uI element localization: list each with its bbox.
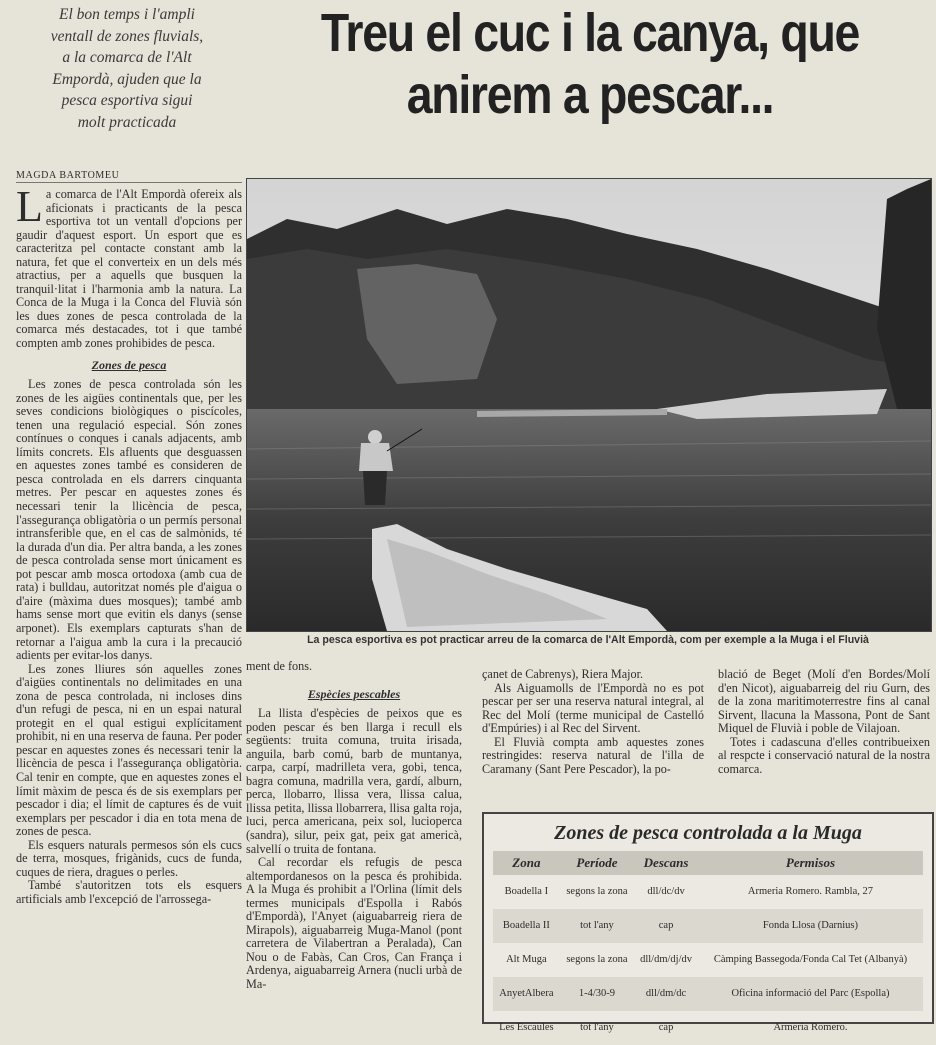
subhead-zones: Zones de pesca [91,357,167,372]
deck-line: molt practicada [77,113,177,131]
river-fishing-photo [246,178,932,632]
paragraph: blació de Beget (Molí d'en Bordes/Molí d'en Nicot), aiguabarreig del riu Gurn, des de la zona maritimoterrestre fins al canal Sirvent, llacuna la Massona, Pont de Sant Miquel de Fluvià i poble de Vilajoan. [718,667,930,736]
headline-line: anirem a pescar... [406,65,774,125]
paragraph: Les zones lliures són aquelles zones d'aigües continentals no delimitades en una zona de pesca controlada, ni incloses dins d'un refugi de pesca, ni en un espai natural protegit en el qual estigui explícitament prohibit, ni en una reserva de fauna. Per poder pescar en aquestes zones és necessari tenir la llicència de pesca i l'assegurança obligatòria. Cal tenir en compte, que en aquestes zones el límit màxim de pesca és de sis exemplars per pescador i dia; el límit de captures és de vuit exemplars per pescador i dia en tota mena de zones de pesca. [16,661,242,839]
column-3 [482,668,704,776]
paragraph: El Fluvià compta amb aquestes zones restringides: reserva natural de l'illa de Caramany (Sant Pere Pescador), la po- [482,734,704,776]
deck-line: a la comarca de l'Alt [62,49,192,66]
cell-periode: segons la zona [566,954,628,965]
paragraph: La llista d'espècies de peixos que es poden pescar és ben llarga i recull els següents: truita comuna, truita irisada, anguila, barb comú, barb de muntanya, carpa, carpí, madrilleta vera, gobi, tenca, bagra comuna, madrilla vera, gardí, alburn, perca, llobarro, llissa vera, llissa calua, llissa petita, llissa llobarrera, llisa galta roja, luci, perca americana, peix sol, lucioperca (sandra), silur, peix gat, peix gat americà, salvellí o truita de fontana. [246,706,462,856]
fishing-zones-table-box [482,812,934,1033]
cell-zona: Boadella I [504,886,549,897]
cell-zona: Les Escaules [499,1022,554,1033]
table-row [493,943,923,977]
column-1 [16,182,242,906]
paragraph: ment de fons. [246,659,313,673]
table-row [493,875,923,909]
byline: MAGDA BARTOMEU [16,170,242,183]
cell-permisos: Càmping Bassegoda/Fonda Cal Tet (Albanyà) [713,954,908,965]
drop-cap: L [16,182,43,231]
cell-permisos: Armeria Romero. Rambla, 27 [747,886,874,897]
cell-descans: dll/dm/dc [634,977,698,1011]
table-row [493,977,923,1011]
paragraph: Totes i cadascuna d'elles contribueixen al respcte i conservació natural de la nostra comarca. [718,734,930,776]
cell-permisos: Armeria Romero. [773,1022,848,1033]
headline [298,2,883,126]
intro-text: a comarca de l'Alt Empordà ofereix als aficionats i practicants de la pesca esportiva tot un ventall d'opcions per gaudir d'aquest esport. Un esport que es caracteritza pel contacte constant amb la natura, fet que el converteix en un dels més atractius, per a aquells que busquen la tranquil·litat i l'harmonia amb la natura. La Conca de la Muga i la Conca del Fluvià són les dues zones de pesca controlada de la comarca més destacades, tot i que també compten amb zones prohibides de pesca. [16,187,242,351]
cell-descans: cap [658,1022,674,1033]
paragraph: Cal recordar els refugis de pesca altempordanesos on la pesca és prohibida. A la Muga és prohibit a l'Orlina (límit dels termes municipals d'Espolla i Rabós d'Empordà), l'Anyet (aiguabarreig riera de Mirapols), aiguabarreig Muga-Manol (pont carretera de Vilabertran a Peralada), Can Nou o de Fabàs, Can Cros, Can França i Ardenya, aiguabarreig Arnera (nucli urbà de Ma- [246,855,462,992]
cell-permisos: Oficina informació del Parc (Espolla) [698,977,923,1011]
fishing-zones-table [493,851,923,1045]
paragraph: Als Aiguamolls de l'Empordà no es pot pescar per ser una reserva natural integral, al Rec del Molí (terme municipal de Castelló d'Empúries) i al Rec del Sirvent. [482,680,704,736]
cell-descans: cap [634,909,698,943]
paragraph: Les zones de pesca controlada són les zones de les aigües continentals que, per les seves condicions biològiques o piscícoles, tenen una regulació especial. Són zones contínues o conques i canals adjacents, amb límits concrets. Els afluents que desguassen en aquestes zones també es consideren de pesca controlada en els darrers cinquanta metres. Per pescar en aquestes zones és necessari tenir la llicència de pesca, l'assegurança obligatòria o un permís personal intransferible que, en el cas de salmònids, té la durada d'un dia. Per altra banda, a les zones de pesca controlada sense mort únicament es pot pescar amb mosca ortodoxa (amb cua de rata) i bulldau, autoritzat només ple d'aigua o d'aire (màxima dues mosques); també amb hams sense mort que evitin els danys (sense arponet). Els exemplars capturats s'han de retornar a l'aigua amb la cura i la precaució adients per evitar-los danys. [16,377,242,663]
cell-descans: dll/dm/dj/dv [640,954,692,965]
deck-line: Empordà, ajuden que la [52,70,202,88]
column-2 [246,660,462,992]
header-periode: Període [560,851,634,875]
cell-descans: dll/dc/dv [647,886,685,897]
table-row [493,909,923,943]
table-title: Zones de pesca controlada a la Muga [554,822,862,844]
cell-zona: AnyetAlbera [493,977,560,1011]
header-descans: Descans [634,851,698,875]
subhead-species: Espècies pescables [307,686,401,701]
intro-paragraph [16,182,242,351]
deck-line: ventall de zones fluvials, [50,27,204,45]
cell-permisos: Fonda Llosa (Darnius) [698,909,923,943]
deck-line: pesca esportiva sigui [61,92,193,109]
cell-zona: Alt Muga [506,954,547,965]
headline-line: Treu el cuc i la canya, que [320,3,860,63]
paragraph: çanet de Cabrenys), Riera Major. [482,667,644,681]
column-4 [718,668,930,776]
paragraph: Els esquers naturals permesos són els cucs de terra, mosques, frigànids, cucs de funda, cuques de riera, dragues o perles. [16,837,242,879]
deck-line: El bon temps i l'ampli [59,6,195,23]
photo-caption: La pesca esportiva es pot practicar arreu de la comarca de l'Alt Empordà, com per exemple a la Muga i el Fluvià [307,634,869,646]
table-header-row [493,851,923,875]
header-zona: Zona [493,851,560,875]
cell-periode: tot l'any [560,909,634,943]
paragraph: També s'autoritzen tots els esquers artificials amb l'excepció de l'arrossega- [16,878,242,906]
cell-periode: segons la zona [566,886,628,897]
table-row [493,1011,923,1045]
cell-periode: tot l'any [580,1022,614,1033]
photo-illustration [247,179,931,631]
header-permisos: Permisos [698,851,923,875]
cell-zona: Boadella II [493,909,560,943]
article-deck [12,4,242,133]
cell-periode: 1-4/30-9 [560,977,634,1011]
